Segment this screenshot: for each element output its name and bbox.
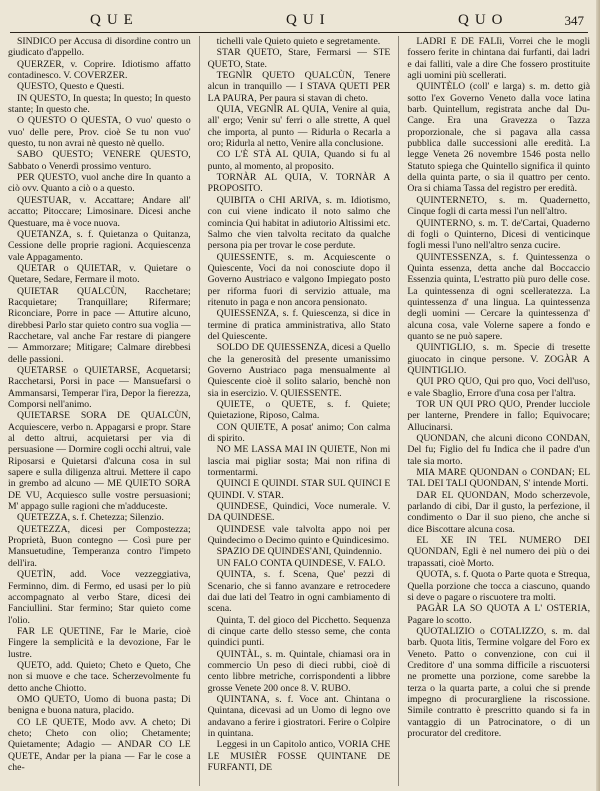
dictionary-entry: SOLDO DE QUIESSENZA, dicesi a Quello che la generosità del presente umanissimo Governo Austriaco paga mensualmente al Quiescente cioè il solito salario, benchè non sia in esercizio. V. QUIESSENTE.: [207, 342, 391, 399]
dictionary-entry: QUINTÀL, s. m. Quintale, chiamasi ora in commercio Un peso di dieci rubbi, cioè di cento libbre metriche, corrispondenti a libbre grosse Venete 200 once 8. V. RUBO.: [207, 648, 391, 694]
dictionary-entry: QUETÌN, add. Voce vezzeggiativa, Ferminno, dim. di Fermo, ed usasi per lo più accompagnato al verbo Stare, dicesi dei Fanciullini. Star fermino; Star quieto come l'olio.: [8, 569, 191, 626]
dictionary-entry: Leggesi in un Capitolo antico, VORIA CHE LE MUSIÈR FOSSE QUINTANE DE FURFANTI, DE: [207, 739, 391, 773]
dictionary-entry: TEGNÌR QUETO QUALCÙN, Tenere alcun in tranquillo — I STAVA QUETI PER LA PAURA, Per paura si stavan di cheto.: [207, 70, 391, 104]
dictionary-entry: QUI PRO QUO, Qui pro quo, Voci dell'uso, e vale Sbaglio, Errore d'una cosa per l'altra.: [407, 376, 590, 399]
dictionary-entry: FAR LE QUETINE, Far le Marie, cioè Fingere la semplicità e la devozione, Far le lustre.: [8, 625, 191, 660]
column-divider: [398, 36, 399, 786]
dictionary-entry: QUIETE, o QUETE, s. f. Quiete; Quietazione, Riposo, Calma.: [207, 399, 391, 422]
dictionary-entry: QUIESSENZA, s. f. Quiescenza, si dice in termine di pratica amministrativa, allo Stato del Quiescente.: [207, 308, 391, 342]
dictionary-entry: QUINTESSENZA, s. f. Quintessenza o Quinta essenza, detta anche dal Boccaccio Essenzia quinta, L'estratto più puro delle cose. La quintessenza di ogni scelleratezza. La quintessenza d' una lingua. La quintessenza degli uomini — Cercare la quintessenza d' alcuna cosa, vale Volerne sapere a fondo e quanto se ne può sapere.: [407, 251, 590, 342]
dictionary-entry: QUONDAN, che alcuni dicono CONDAN, Del fu; Figlio del fu Indica che il padre d'un tale sia morto.: [407, 433, 590, 467]
header-right-word: QUO: [458, 12, 509, 28]
dictionary-entry: LADRI E DE FALIì, Vorrei che le mogli fossero ferite in chintana dai furfanti, dai ladri e dai falliti, vale a dire Che fossero prostituite agli uomini più scellerati.: [407, 36, 590, 82]
dictionary-entry: QUINTERNO, s. m. T. de'Cartai, Quaderno di fogli o Quinterno, Dicesi di venticinque fogli messi l'uno nell'altro senza cucire.: [407, 217, 590, 252]
dictionary-entry: tichelli vale Quieto quieto e segretamente.: [216, 36, 381, 47]
header-left-word: QUE: [90, 12, 139, 28]
dictionary-entry: QUIA, VEGNÌR AL QUIA, Venire al quia, all' ergo; Venir su' ferri o alle strette, A quel che importa, al punto — Ridurla o Recarla a oro; Ridurla al netto, Venire alla conclusione.: [207, 104, 391, 150]
dictionary-entry: QUIETAR QUALCÙN, Racchetare; Racquietare; Tranquillare; Rifermare; Riconciare, Porre in pace — Attutire alcuno, direbbesi Parlo star quieto contro sua voglia — Racchetare, val anche Far restare di piangere — Ammorzare; Mitigare; Calmare direbbesi delle passioni.: [8, 285, 191, 365]
dictionary-entry: QUINCI E QUINDI. STAR SUL QUINCI E QUINDI. V. STAR.: [207, 478, 391, 501]
dictionary-entry: PER QUESTO, vuol anche dire In quanto a ciò ovv. Quanto a ciò o a questo.: [8, 172, 191, 195]
dictionary-entry: QUETO, add. Quieto; Cheto e Queto, Che non si muove e che tace. Scherzevolmente fu detto anche Chiotto.: [8, 659, 191, 694]
dictionary-entry: DAR EL QUONDAN, Modo scherzevole, parlando di cibi, Dar il gusto, la perfezione, il condimento o Dar il suo pieno, che anche si dice Biscottare alcuna cosa.: [407, 489, 590, 535]
running-header: [10, 10, 588, 33]
dictionary-entry: SINDICO per Accusa di disordine contro un giudicato d'appello.: [8, 36, 191, 59]
dictionary-entry: OMO QUETO, Uomo di buona pasta; Di benigna e buona natura, placido.: [8, 693, 191, 717]
dictionary-entry: EL XE IN TEL NUMERO DEI QUONDAN, Egli è nel numero dei più o dei trapassati, cioè Morto.: [407, 535, 590, 569]
dictionary-entry: TORNÀR AL QUIA, V. TORNÀR A PROPOSITO.: [207, 172, 391, 195]
dictionary-entry: PAGÀR LA SO QUOTA A L' OSTERIA, Pagare lo scotto.: [407, 603, 590, 626]
dictionary-entry: QUERZER, v. Coprire. Idiotismo affatto contadinesco. V. COVERZER.: [8, 58, 191, 82]
dictionary-entry: QUINTA, s. f. Scena, Que' pezzi di Scenario, che si fanno avanzare e retrocedere dai due lati del Teatro in ogni cambiamento di scena.: [207, 569, 391, 615]
column-divider: [199, 36, 200, 786]
column-right: [407, 36, 590, 786]
dictionary-entry: SPAZIO DE QUINDES'ANI, Quindennio.: [216, 546, 382, 558]
dictionary-entry: IN QUESTO, In questa; In questo; In questo stante; In questo che.: [8, 92, 191, 116]
dictionary-entry: Quinta, T. del gioco del Picchetto. Sequenza di cinque carte dello stesso seme, che conta quindici punti.: [207, 614, 391, 649]
dictionary-entry: QUINDESE, Quindici, Voce numerale. V. DA QUINDESE.: [207, 501, 391, 524]
dictionary-entry: QUINDESE vale talvolta appo noi per Quindecimo o Decimo quinto e Quindicesimo.: [207, 523, 391, 547]
dictionary-entry: QUESTO, Questo e Questi.: [17, 81, 125, 93]
dictionary-entry: NO ME LASSA MAI IN QUIETE, Non mi lascia mai pigliar sosta; Mai non rifina di tormentarmi.: [207, 444, 391, 479]
dictionary-entry: QUETAR o QUIETAR, v. Quietare o Quetare, Sedare, Fermare il moto.: [8, 262, 191, 286]
dictionary-entry: QUIETARSE SORA DE QUALCÙN, Acquiescere, verbo n. Appagarsi e propr. Stare al detto altrui, acquietarsi per via di persuasione — Dormire cogli occhi altrui, vale Riposarsi e Quietarsi d'alcuna cosa in sul sapere e sulla diligenza altrui. Mettere il capo in grembo ad alcuno — ME QUIETO SORA DE VU, Acquiesco sulle vostre persuasioni; M' appago sulle ragioni che m'adduceste.: [8, 410, 191, 513]
dictionary-entry: CO LE QUETE, Modo avv. A cheto; Di cheto; Cheto con olio; Chetamente; Quietamente; Adagio — ANDAR CO LE QUETE, Andar per la piana — Far le cose a che-: [8, 716, 191, 773]
dictionary-entry: QUETEZZA, dicesi per Compostezza; Proprietà, Buon contegno — Così pure per Mansuetudine, Temperanza contro l'impeto dell'ira.: [8, 523, 191, 569]
dictionary-entry: QUINTÈLO (coll' e larga) s. m. detto già sotto l'ex Governo Veneto dalla voce latina barb. Quintellum, registrata anche dal Du-Cange. Era una Gravezza o Tazza proporzionale, che si pagava alla cassa pubblica dalle successioni alle eredità. La legge Veneta 26 novembre 1546 posta nello Statuto spiega che Quintello significa il quinto della quinta parte, o sia il quattro per cento. Ora si chiama Tassa del registro per eredità.: [407, 81, 590, 195]
dictionary-entry: QUIBITA o CHI ARIVA, s. m. Idiotismo, con cui viene indicato il noto salmo che comincia Qui habitat in adiutorio Altissimi etc. Salmo che vien talvolta recitato da qualche persona pia per trovar le cose perdute.: [207, 194, 391, 252]
dictionary-entry: QUINTIGLIO, s. m. Specie di tresette giuocato in cinque persone. V. ZOGÀR A QUINTIGLIO.: [407, 342, 590, 376]
text-columns: [8, 36, 590, 786]
dictionary-entry: O QUESTO O QUESTA, O vuo' questo o vuo' delle pere, Prov. cioè Se tu non vuo' questo, tu non avrai nè questo nè quello.: [8, 115, 191, 150]
dictionary-entry: SABO QUESTO; VENERE QUESTO, Sabbato o Venerdì prossimo venturo.: [8, 149, 191, 172]
dictionary-entry: QUETARSE o QUIETARSE, Acquetarsi; Racchetarsi, Porsi in pace — Mansuefarsi o Ammansarsi, Temperar l'ira, Depor la fierezza, Comporsi nell'animo.: [8, 364, 191, 410]
dictionary-entry: MIA MARE QUONDAN o CONDAN; EL TAL DEI TALI QUONDAN, S' intende Morti.: [407, 467, 590, 490]
dictionary-entry: TOR UN QUI PRO QUO, Prender lucciole per lanterne, Prendere in fallo; Equivocare; Allucinarsi.: [407, 399, 590, 433]
column-middle: [208, 36, 391, 786]
header-center-word: QUI: [286, 12, 331, 28]
dictionary-entry: QUINTANA, s. f. Voce ant. Chintana o Quintana, dicevasi ad un Uomo di legno ove andavano a ferire i giostratori. Ferire o Colpire in quintana.: [207, 693, 391, 739]
page-edge: [596, 0, 600, 791]
dictionary-entry: QUINTERNETO, s. m. Quadernetto, Cinque fogli di carta messi l'un nell'altro.: [407, 194, 590, 218]
dictionary-entry: UN FALO CONTA QUINDESE, V. FALO.: [216, 557, 386, 569]
dictionary-entry: CO L'È STÀ AL QUIA, Quando si fu al punto, al momento, al proposito.: [207, 149, 391, 172]
dictionary-entry: QUESTUAR, v. Accattare; Andare all' accatto; Pitoccare; Limosinare. Dicesi anche Questuare, ma è voce nuova.: [8, 194, 191, 229]
dictionary-entry: STAR QUETO, Stare, Fermarsi — STE QUETO, State.: [207, 47, 391, 70]
dictionary-entry: QUETANZA, s. f. Quietanza o Quitanza, Cessione delle proprie ragioni. Acquiescenza vale Appagamento.: [8, 228, 191, 263]
column-left: [8, 36, 191, 786]
dictionary-entry: CON QUIETE, A posat' animo; Con calma di spirito.: [207, 421, 391, 445]
page-number: 347: [564, 13, 584, 28]
dictionary-entry: QUOTALIZIO o COTALIZZO, s. m. dal barb. Quota litis, Termine volgare del Foro ex Veneto. Patto o convenzione, con cui il Creditore d' una somma difficile a riscuotersi ne promette una porzione, come sarebbe la terza o la quarta parte, a colui che si prende impegno di procurargliene la riscossione. Simile contratto è prescritto quando si fa in vantaggio di un Patrocinatore, o di un procurator del creditore.: [407, 625, 590, 739]
dictionary-entry: QUOTA, s. f. Quota o Parte quota e Strequa, Quella porzione che tocca a ciascuno, quando si deve o pagare o riscuotere tra molti.: [407, 569, 590, 603]
dictionary-entry: QUIESSENTE, s. m. Acquiescente o Quiescente, Voci da noi conosciute dopo il Governo Austriaco e valgono Impiegato posto per riforma fuori di servizio attuale, ma ritenuto in paga e non ancora pensionato.: [207, 251, 391, 308]
dictionary-entry: QUETEZZA, s. f. Chetezza; Silenzio.: [17, 512, 164, 524]
